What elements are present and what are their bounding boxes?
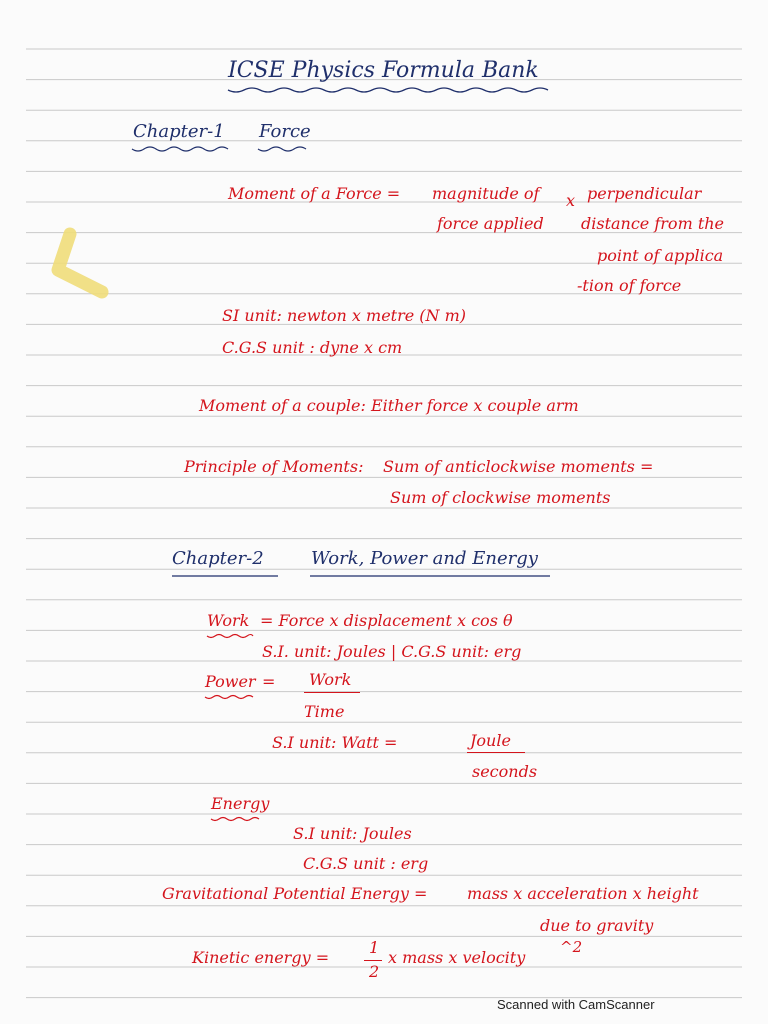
- ke-exponent: ^2: [560, 938, 583, 956]
- principle-line-2: Sum of clockwise moments: [390, 488, 611, 507]
- moment-of-force-label: Moment of a Force =: [228, 184, 401, 203]
- gpe-label: Gravitational Potential Energy =: [162, 884, 428, 903]
- power-label-underline: [203, 693, 259, 701]
- scanner-watermark: Scanned with CamScanner: [497, 997, 655, 1012]
- power-label: Power: [205, 672, 256, 691]
- chapter-1-number: Chapter-1: [133, 121, 225, 142]
- moment-of-couple: Moment of a couple: Either force x couple arm: [199, 396, 579, 415]
- work-label-underline: [205, 632, 255, 640]
- moment-factor-1: magnitude of: [432, 184, 540, 203]
- ke-label: Kinetic energy =: [192, 948, 330, 967]
- chapter-1-underline: [130, 145, 320, 155]
- moment-factor-1b: force applied: [437, 214, 544, 233]
- power-units-fraction-bar: [467, 752, 525, 753]
- ke-formula: x mass x velocity: [388, 948, 526, 967]
- principle-of-moments-label: Principle of Moments:: [184, 457, 364, 476]
- title-underline: [226, 86, 552, 96]
- work-formula: = Force x displacement x cos θ: [260, 611, 513, 630]
- si-unit-moment: SI unit: newton x metre (N m): [222, 306, 467, 325]
- moment-factor-2d: -tion of force: [577, 276, 682, 295]
- energy-label: Energy: [211, 794, 270, 813]
- chapter-2-underline: [170, 572, 560, 582]
- work-units: S.I. unit: Joules | C.G.S unit: erg: [262, 642, 522, 661]
- gpe-subscript: due to gravity: [540, 916, 654, 935]
- principle-line-1: Sum of anticlockwise moments =: [383, 457, 654, 476]
- power-equals: =: [262, 672, 276, 691]
- page-title: ICSE Physics Formula Bank: [228, 58, 539, 83]
- power-units: S.I unit: Watt =: [272, 733, 398, 752]
- chapter-1-title: Force: [259, 121, 311, 142]
- moment-factor-2c: point of applica: [597, 246, 724, 265]
- energy-si-unit: S.I unit: Joules: [293, 824, 412, 843]
- energy-cgs-unit: C.G.S unit : erg: [303, 854, 429, 873]
- ke-fraction-bar: [364, 960, 382, 961]
- highlighter-mark: [40, 222, 120, 312]
- chapter-2-number: Chapter-2: [172, 548, 264, 569]
- power-fraction-bar: [304, 692, 360, 693]
- moment-times: x: [566, 191, 576, 210]
- power-units-numerator: Joule: [470, 731, 511, 750]
- power-numerator: Work: [309, 670, 352, 689]
- moment-factor-2b: distance from the: [581, 214, 725, 233]
- ke-numerator: 1: [369, 938, 380, 957]
- chapter-2-title: Work, Power and Energy: [311, 548, 538, 569]
- power-units-denominator: seconds: [472, 762, 538, 781]
- moment-factor-2a: perpendicular: [587, 184, 702, 203]
- cgs-unit-moment: C.G.S unit : dyne x cm: [222, 338, 403, 357]
- power-denominator: Time: [304, 702, 345, 721]
- ke-denominator: 2: [369, 962, 380, 981]
- energy-label-underline: [209, 815, 269, 823]
- gpe-formula: mass x acceleration x height: [467, 884, 699, 903]
- work-label: Work: [207, 611, 250, 630]
